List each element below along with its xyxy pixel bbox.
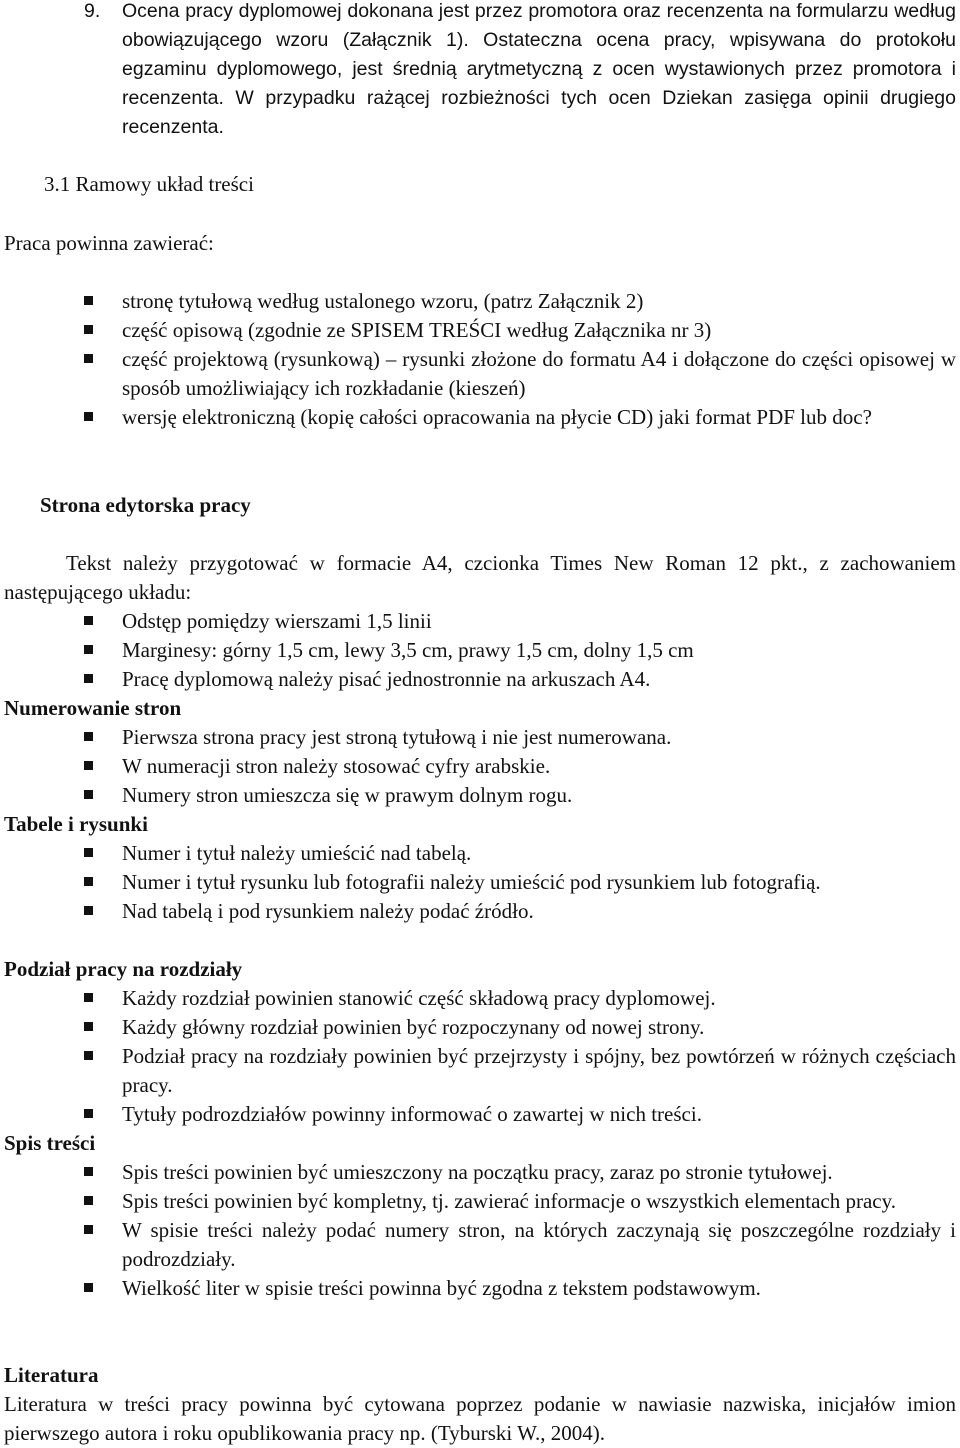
- square-bullet-icon: [84, 993, 93, 1002]
- section-intro: Praca powinna zawierać:: [4, 231, 214, 255]
- square-bullet-icon: [84, 616, 93, 625]
- square-bullet-icon: [84, 1283, 93, 1292]
- square-bullet-icon: [84, 674, 93, 683]
- list-item-text: Ocena pracy dyplomowej dokonana jest przez promotora oraz recenzenta na formularzu według obowiązującego wzoru (Załącznik 1). Ostateczna ocena pracy, wpisywana do protokołu egzaminu dyplomowego, jest średnią arytmetyczną z ocen wystawionych przez promotora i recenzenta. W przypadku rażącej rozbieżności tych ocen Dziekan zasięga opinii drugiego recenzenta.: [122, 0, 956, 138]
- list-item: Podział pracy na rozdziały powinien być przejrzysty i spójny, bez powtórzeń w różnych częściach pracy.: [84, 1042, 956, 1100]
- list-item: Marginesy: górny 1,5 cm, lewy 3,5 cm, prawy 1,5 cm, dolny 1,5 cm: [84, 636, 956, 665]
- list-item: Tytuły podrozdziałów powinny informować o zawartej w nich treści.: [84, 1100, 956, 1129]
- section-heading-3-1: 3.1 Ramowy układ treści: [44, 172, 254, 196]
- section-heading-tabele: Tabele i rysunki: [4, 812, 148, 836]
- square-bullet-icon: [84, 1196, 93, 1205]
- square-bullet-icon: [84, 1225, 93, 1234]
- list-item: Numer i tytuł rysunku lub fotografii należy umieścić pod rysunkiem lub fotografią.: [84, 868, 956, 897]
- numerowanie-list: [84, 723, 956, 810]
- square-bullet-icon: [84, 877, 93, 886]
- square-bullet-icon: [84, 1109, 93, 1118]
- contents-list: [84, 287, 956, 432]
- list-item: Spis treści powinien być kompletny, tj. zawierać informacje o wszystkich elementach pracy.: [84, 1187, 956, 1216]
- edytorska-intro: Tekst należy przygotować w formacie A4, czcionka Times New Roman 12 pkt., z zachowaniem następującego układu:: [4, 551, 956, 604]
- square-bullet-icon: [84, 296, 93, 305]
- list-item: Numery stron umieszcza się w prawym dolnym rogu.: [84, 781, 956, 810]
- square-bullet-icon: [84, 354, 93, 363]
- list-item: część projektową (rysunkową) – rysunki złożone do formatu A4 i dołączone do części opisowej w sposób umożliwiający ich rozkładanie (kieszeń): [84, 345, 956, 403]
- list-item: Numer i tytuł należy umieścić nad tabelą.: [84, 839, 956, 868]
- section-heading-edytorska: Strona edytorska pracy: [40, 493, 251, 517]
- square-bullet-icon: [84, 848, 93, 857]
- square-bullet-icon: [84, 1051, 93, 1060]
- list-item: Pierwsza strona pracy jest stroną tytułową i nie jest numerowana.: [84, 723, 956, 752]
- square-bullet-icon: [84, 732, 93, 741]
- list-item: W spisie treści należy podać numery stron, na których zaczynają się poszczególne rozdziały i podrozdziały.: [84, 1216, 956, 1274]
- list-item-number: 9.: [84, 0, 101, 22]
- list-item: W numeracji stron należy stosować cyfry arabskie.: [84, 752, 956, 781]
- edytorska-list: [84, 607, 956, 694]
- spis-list: [84, 1158, 956, 1303]
- literatura-text: Literatura w treści pracy powinna być cytowana poprzez podanie w nawiasie nazwiska, inicjałów imion pierwszego autora i roku opublikowania pracy np. (Tyburski W., 2004).: [4, 1392, 956, 1445]
- square-bullet-icon: [84, 645, 93, 654]
- square-bullet-icon: [84, 412, 93, 421]
- list-item: wersję elektroniczną (kopię całości opracowania na płycie CD) jaki format PDF lub doc?: [84, 403, 956, 432]
- section-heading-numerowanie: Numerowanie stron: [4, 696, 182, 720]
- square-bullet-icon: [84, 790, 93, 799]
- list-item: Nad tabelą i pod rysunkiem należy podać źródło.: [84, 897, 956, 926]
- section-heading-literatura: Literatura: [4, 1363, 99, 1387]
- list-item: Odstęp pomiędzy wierszami 1,5 linii: [84, 607, 956, 636]
- square-bullet-icon: [84, 1022, 93, 1031]
- list-item: Spis treści powinien być umieszczony na początku pracy, zaraz po stronie tytułowej.: [84, 1158, 956, 1187]
- list-item: stronę tytułową według ustalonego wzoru, (patrz Załącznik 2): [84, 287, 956, 316]
- list-item: Wielkość liter w spisie treści powinna być zgodna z tekstem podstawowym.: [84, 1274, 956, 1303]
- section-heading-spis: Spis treści: [4, 1131, 96, 1155]
- list-item: Pracę dyplomową należy pisać jednostronnie na arkuszach A4.: [84, 665, 956, 694]
- square-bullet-icon: [84, 761, 93, 770]
- list-item: część opisową (zgodnie ze SPISEM TREŚCI według Załącznika nr 3): [84, 316, 956, 345]
- square-bullet-icon: [84, 325, 93, 334]
- podzial-list: [84, 984, 956, 1129]
- list-item: Każdy główny rozdział powinien być rozpoczynany od nowej strony.: [84, 1013, 956, 1042]
- square-bullet-icon: [84, 1167, 93, 1176]
- list-item-9: [0, 0, 960, 142]
- list-item: Każdy rozdział powinien stanowić część składową pracy dyplomowej.: [84, 984, 956, 1013]
- tabele-list: [84, 839, 956, 926]
- section-heading-podzial: Podział pracy na rozdziały: [4, 957, 243, 981]
- square-bullet-icon: [84, 906, 93, 915]
